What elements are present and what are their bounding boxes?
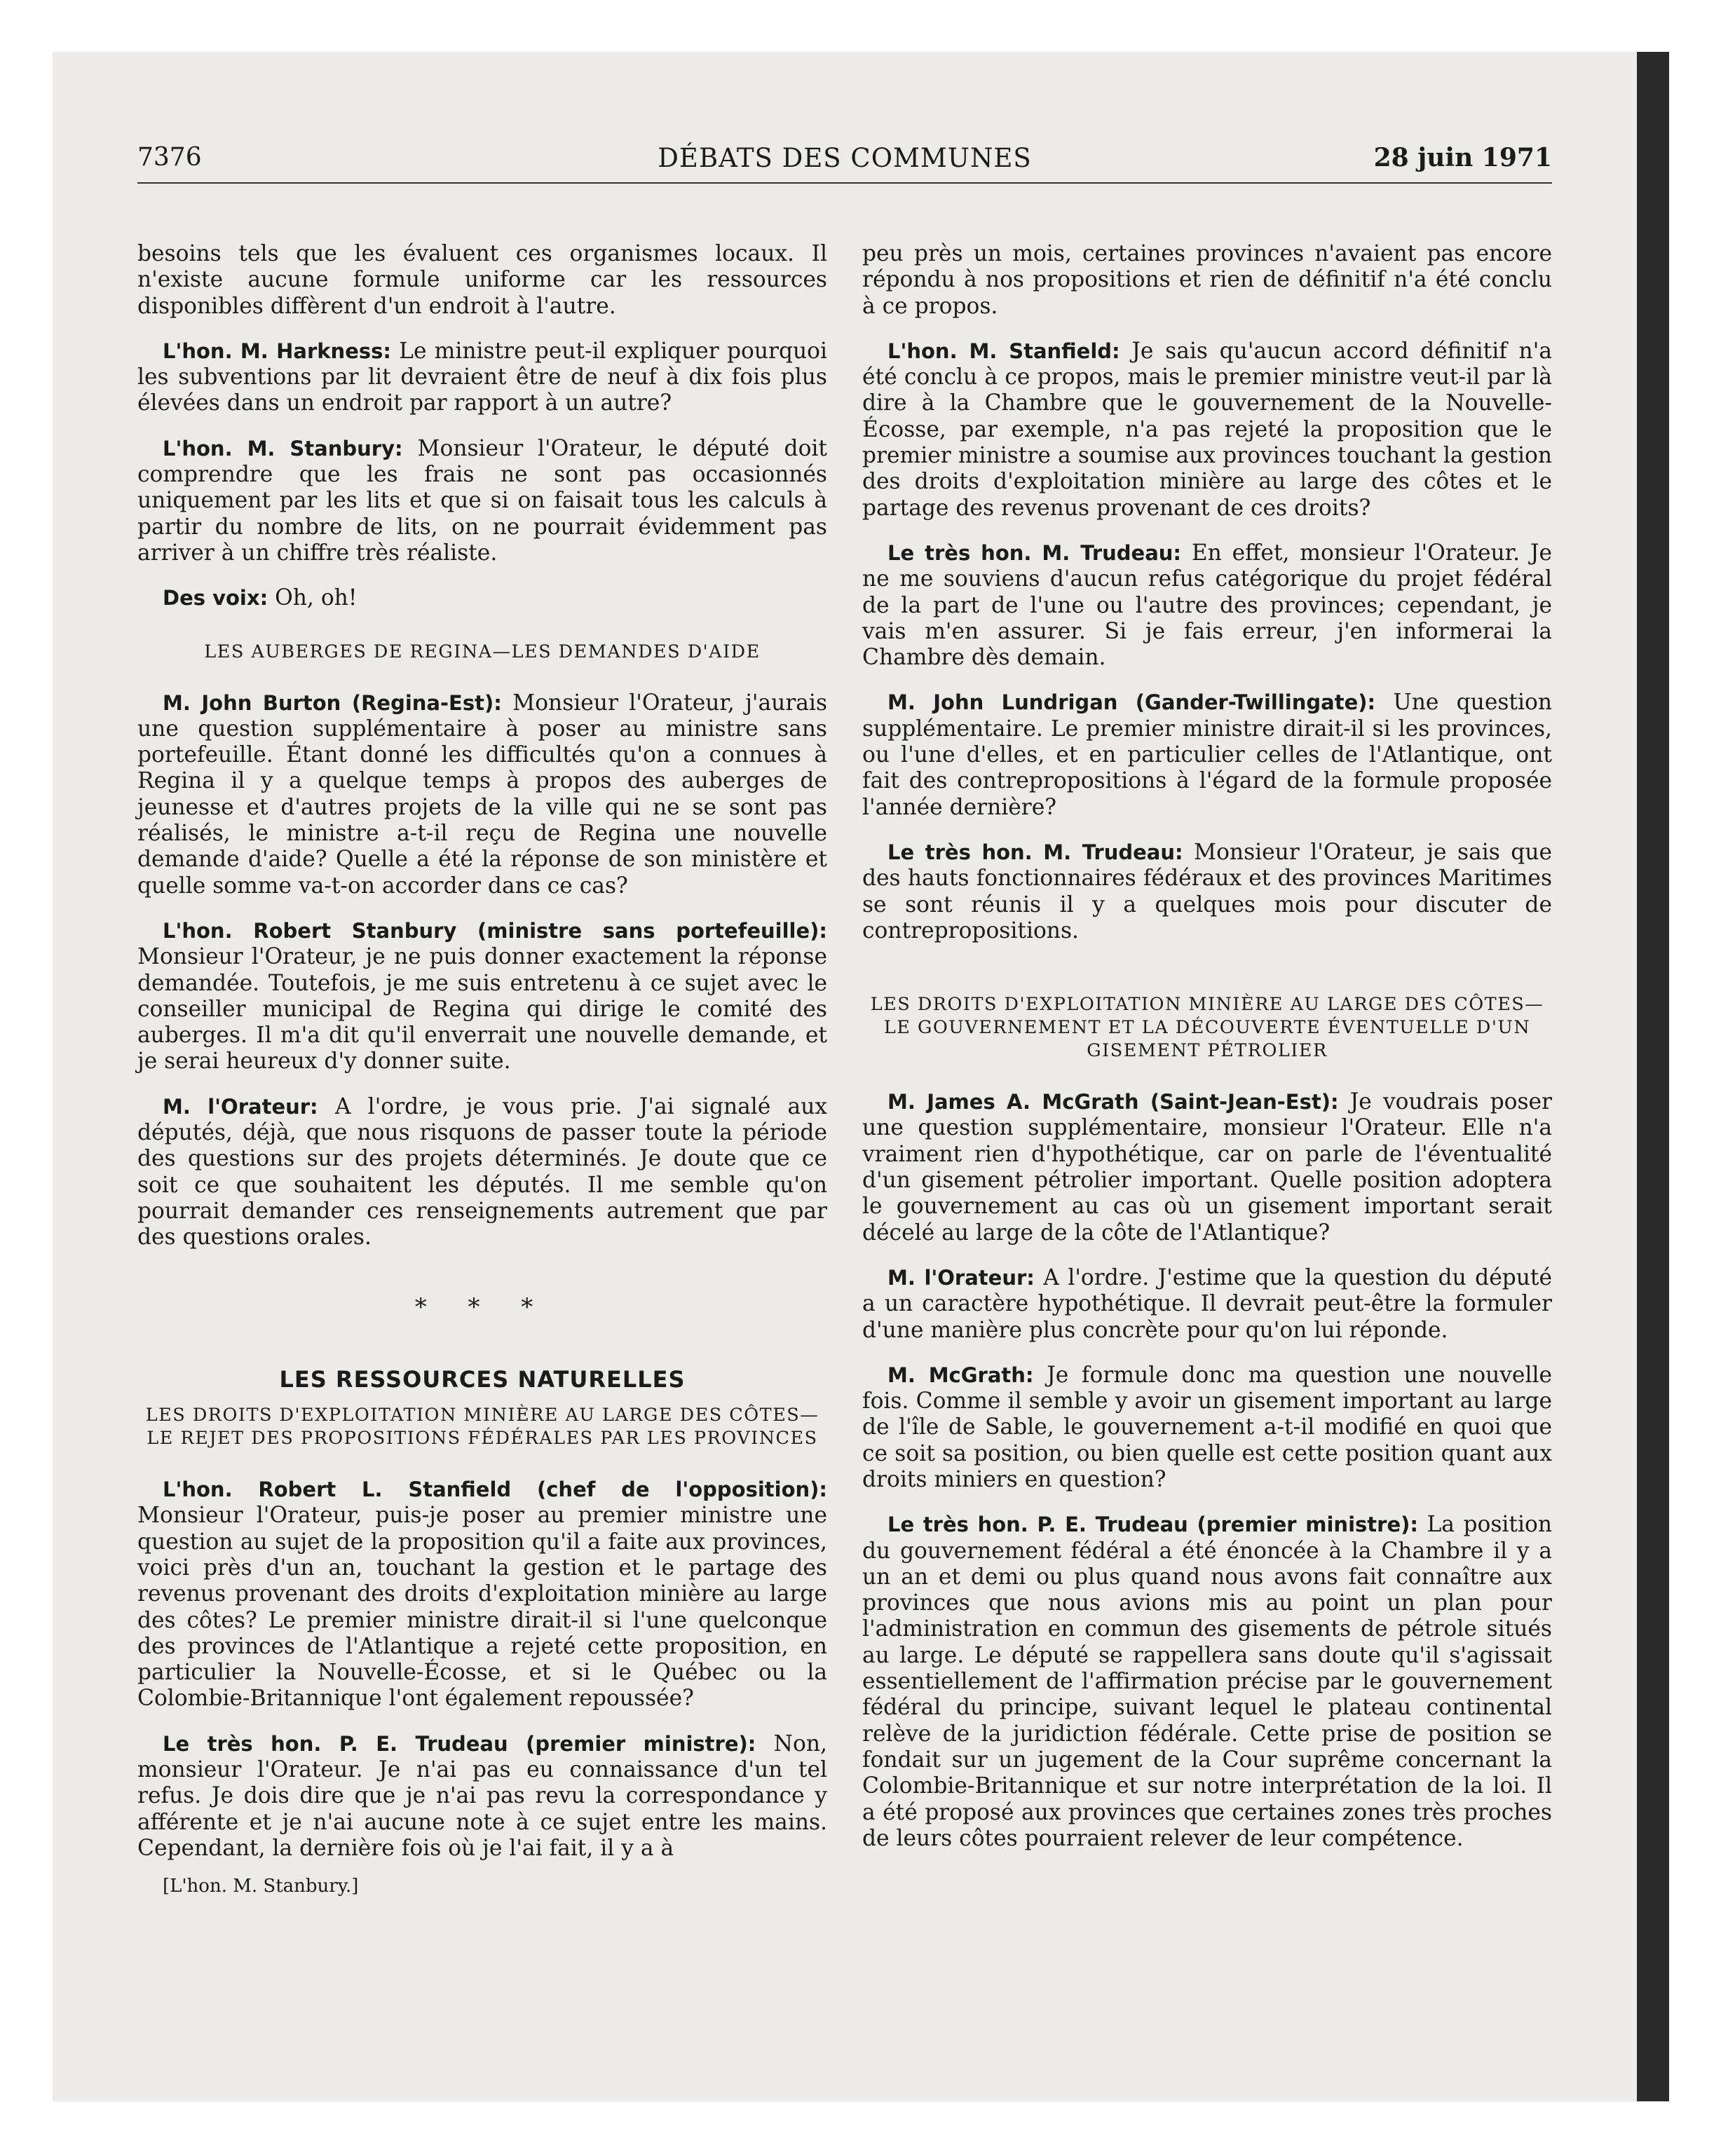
right-column — [862, 241, 1552, 1871]
speech: Je formule donc ma question une nouvelle fois. Comme il semble y avoir un gisement important au large de l'île de Sable, le gouvernement a-t-il modifié en quoi que ce soit sa position, ou bien quelle est cette position quant aux droits miniers en question? — [862, 1362, 1552, 1492]
subheading: LES AUBERGES DE REGINA—LES DEMANDES D'AIDE — [204, 641, 761, 662]
paragraph — [862, 690, 1552, 820]
speaker: M. l'Orateur: — [887, 1265, 1035, 1290]
speaker: Le très hon. M. Trudeau: — [887, 840, 1183, 864]
speaker: M. l'Orateur: — [163, 1094, 318, 1119]
paragraph — [862, 1265, 1552, 1344]
paragraph — [862, 339, 1552, 521]
page-number: 7376 — [137, 143, 202, 172]
paragraph — [137, 339, 827, 417]
subheading: LES DROITS D'EXPLOITATION MINIÈRE AU LARGE DES CÔTES—LE REJET DES PROPOSITIONS FÉDÉRALES PAR LES PROVINCES — [145, 1405, 819, 1449]
speaker: L'hon. Robert L. Stanfield (chef de l'opposition): — [163, 1478, 827, 1502]
paragraph — [862, 1363, 1552, 1493]
speaker: Le très hon. P. E. Trudeau (premier ministre): — [887, 1513, 1418, 1537]
speech: En effet, monsieur l'Orateur. Je ne me souviens d'aucun refus catégorique du projet fédéral de la part de l'une ou l'autre des provinces; cependant, je vais m'en assurer. Si je fais erreur, j'en informerai la Chambre dès demain. — [862, 540, 1552, 671]
publication-title: DÉBATS DES COMMUNES — [658, 143, 1032, 173]
speaker: M. John Lundrigan (Gander-Twillingate): — [887, 690, 1376, 715]
speaker: Le très hon. M. Trudeau: — [887, 540, 1182, 565]
speech: Non, monsieur l'Orateur. Je n'ai pas eu connaissance d'un tel refus. Je dois dire que je n'ai pas revu la correspondance y afférente et je n'ai aucune note à ce sujet entre les mains. Cependant, la dernière fois où je l'ai fait, il y a à — [137, 1731, 828, 1861]
footnote: [L'hon. M. Stanbury.] — [163, 1876, 359, 1897]
speech: Monsieur l'Orateur, je sais que des hauts fonctionnaires fédéraux et des provinces Maritimes se sont réunis il y a quelques mois pour discuter de contrepropositions. — [862, 839, 1552, 943]
paragraph — [137, 1094, 827, 1251]
speech: Monsieur l'Orateur, j'aurais une question supplémentaire à poser au ministre sans portefeuille. Étant donné les difficultés qu'on a connues à Regina il y a quelque temps à propos des auberges de jeunesse et d'autres projets de la ville qui ne se sont pas réalisés, le ministre a-t-il reçu de Regina une nouvelle demande d'aide? Quelle a été la réponse de son ministère et quelle somme va-t-on accorder dans ce cas? — [137, 690, 828, 899]
subheading: LES DROITS D'EXPLOITATION MINIÈRE AU LARGE DES CÔTES—LE GOUVERNEMENT ET LA DÉCOUVERTE ÉVENTUELLE D'UN GISEMENT PÉTROLIER — [870, 994, 1544, 1062]
speech: Je voudrais poser une question supplémentaire, monsieur l'Orateur. Elle n'a vraiment rien d'hypothétique, car on parle de l'éventualité d'un gisement pétrolier important. Quelle position adoptera le gouvernement au cas où un gisement important serait décelé au large de la côte de l'Atlantique? — [862, 1089, 1553, 1246]
paragraph — [862, 1089, 1552, 1246]
speaker: Le très hon. P. E. Trudeau (premier ministre): — [163, 1731, 756, 1756]
paragraph: besoins tels que les évaluent ces organismes locaux. Il n'existe aucune formule uniforme car les ressources disponibles diffèrent d'un endroit à l'autre. — [137, 241, 827, 319]
speech: A l'ordre, je vous prie. J'ai signalé aux députés, déjà, que nous risquons de passer toute la période des questions sur des projets déterminés. Je doute que ce soit ce que souhaitent les députés. Il me semble qu'on pourrait demander ces renseignements autrement que par des questions orales. — [137, 1093, 827, 1250]
speech: Monsieur l'Orateur, le député doit comprendre que les frais ne sont pas occasionnés uniquement par les lits et que si on faisait tous les calculs à partir du nombre de lits, on ne pourrait évidemment pas arriver à un chiffre très réaliste. — [137, 435, 828, 566]
speech: Monsieur l'Orateur, je ne puis donner exactement la réponse demandée. Toutefois, je me suis entretenu à ce sujet avec le conseiller municipal de Regina qui dirige le comité des auberges. Il m'a dit qu'il enverrait une nouvelle demande, et je serai heureux d'y donner suite. — [137, 944, 827, 1074]
speech: A l'ordre. J'estime que la question du député a un caractère hypothétique. Il devrait peut-être la formuler d'une manière plus concrète pour qu'on lui réponde. — [862, 1264, 1553, 1343]
speech: Le ministre peut-il expliquer pourquoi les subventions par lit devraient être de neuf à dix fois plus élevées dans un endroit par rapport à un autre? — [137, 338, 827, 416]
paragraph — [137, 585, 827, 611]
speaker: M. James A. McGrath (Saint-Jean-Est): — [887, 1090, 1339, 1114]
page-header — [137, 143, 1552, 184]
section-title: LES RESSOURCES NATURELLES — [279, 1365, 686, 1393]
speech: Une question supplémentaire. Le premier ministre dirait-il si les provinces, ou l'une d'elles, et en particulier celles de l'Atlantique, ont fait des contrepropositions à l'égard de la formule proposée l'année dernière? — [862, 690, 1552, 820]
speech: Je sais qu'aucun accord définitif n'a été conclu à ce propos, mais le premier ministre veut-il par là dire à la Chambre que le gouvernement de la Nouvelle-Écosse, par exemple, n'a pas rejeté la proposition que le premier ministre a soumise aux provinces touchant la gestion des droits d'exploitation minière au large des côtes et le partage des revenus provenant de ces droits? — [862, 338, 1552, 521]
paragraph — [862, 840, 1552, 944]
speech: Oh, oh! — [268, 585, 358, 611]
page-date: 28 juin 1971 — [1373, 143, 1552, 172]
paragraph — [137, 918, 827, 1075]
speaker: L'hon. M. Stanbury: — [163, 436, 403, 460]
paragraph — [137, 1477, 827, 1712]
paragraph — [137, 1731, 827, 1862]
left-column — [137, 241, 827, 1900]
section-separator: * * * — [414, 1292, 550, 1321]
speaker: M. John Burton (Regina-Est): — [163, 690, 502, 715]
speaker: M. McGrath: — [887, 1363, 1034, 1387]
paragraph — [862, 540, 1552, 671]
speaker: Des voix: — [163, 586, 268, 610]
speech: Monsieur l'Orateur, puis-je poser au premier ministre une question au sujet de la proposition qu'il a faite aux provinces, voici près d'un an, touchant la gestion et le partage des revenus provenant des droits d'exploitation minière au large des côtes? Le premier ministre dirait-il si l'une quelconque des provinces de l'Atlantique a rejeté cette proposition, en particulier la Nouvelle-Écosse, et si le Québec ou la Colombie-Britannique l'ont également repoussée? — [137, 1503, 827, 1712]
paragraph — [137, 690, 827, 899]
speaker: L'hon. M. Harkness: — [163, 339, 391, 363]
speaker: L'hon. Robert Stanbury (ministre sans portefeuille): — [163, 918, 827, 943]
speaker: L'hon. M. Stanfield: — [887, 339, 1120, 363]
paragraph: peu près un mois, certaines provinces n'avaient pas encore répondu à nos propositions et rien de définitif n'a été conclu à ce propos. — [862, 241, 1552, 319]
scan-edge — [1637, 52, 1669, 2101]
paragraph — [862, 1512, 1552, 1852]
speech: La position du gouvernement fédéral a été énoncée à la Chambre il y a un an et demi ou plus quand nous avons fait connaître aux provinces que nous avions mis au point un plan pour l'administration en commun des gisements de pétrole situés au large. Le député se rappellera sans doute qu'il s'agissait essentiellement de l'affirmation précise par le gouvernement fédéral du principe, suivant lequel le plateau continental relève de la juridiction fédérale. Cette prise de position se fondait sur un jugement de la Cour suprême concernant la Colombie-Britannique et sur notre interprétation de la loi. Il a été proposé aux provinces que certaines zones très proches de leurs côtes pourraient relever de leur compétence. — [862, 1512, 1552, 1851]
paragraph — [137, 436, 827, 566]
